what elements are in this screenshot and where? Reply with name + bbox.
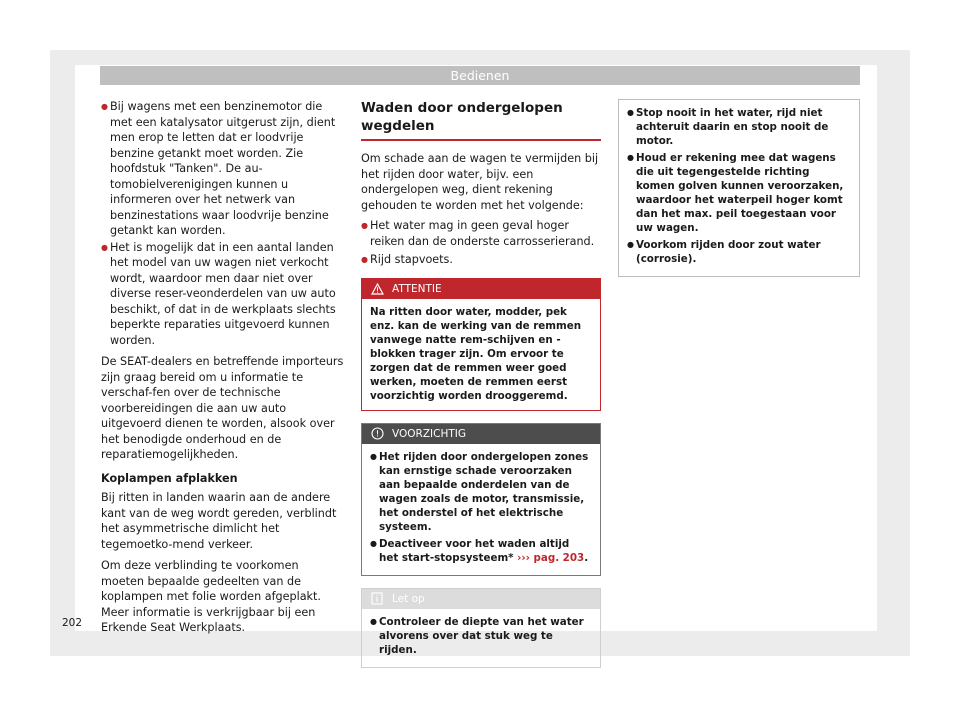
warning-label: ATTENTIE: [392, 282, 442, 295]
subheading-koplampen: Koplampen afplakken: [101, 471, 238, 485]
list-item: ● Voorkom rijden door zout water (corrosie).: [627, 238, 851, 266]
warning-text: Na ritten door water, modder, pek enz. kan de werking van de remmen vanwege natte rem-schijven en -blokken trager zijn. Om ervoor te zorgen dat de remmen weer goed werken, moeten de remmen eerst voorzichtig worden drooggeremd.: [370, 305, 582, 402]
warning-box: [361, 278, 601, 411]
caution-label: VOORZICHTIG: [392, 427, 466, 440]
continued-warning-box: [618, 99, 860, 277]
paragraph-dealers: De SEAT-dealers en betreffende importeurs zijn graag bereid om u informatie te verschaf-fen over de technische voorbereidingen die aan uw auto uitgevoerd dienen te worden, alsook over het benodigde onderhoud en de reparatiemogelijkheden.: [101, 355, 344, 461]
list-item: ● Bij wagens met een benzinemotor die met een katalysator uitgerust zijn, dient men erop te letten dat er loodvrije benzine getankt moet worden. Zie hoofdstuk "Tanken". De au-tomobielverenigingen kunnen u informeren over het netwerk van benzinestations waar loodvrije benzine getankt kan worden.: [101, 99, 344, 239]
caution-box: [361, 423, 601, 576]
exclamation-circle-icon: [370, 427, 384, 441]
column-right: [618, 99, 860, 277]
page-ref-arrows: ›››: [517, 551, 530, 564]
warning-triangle-icon: [370, 282, 384, 296]
section-header-bar: [100, 66, 860, 85]
note-box: [361, 588, 601, 668]
warning-header: [362, 279, 600, 299]
note-item: ● Controleer de diepte van het water alvorens over dat stuk weg te rijden.: [370, 615, 592, 657]
list-item: ● Stop nooit in het water, rijd niet achteruit daarin en stop nooit de motor.: [627, 106, 851, 148]
list-item: ● Rijd stapvoets.: [361, 252, 601, 268]
info-note-icon: [370, 592, 384, 606]
caution-item: [370, 537, 592, 565]
caution-item-text: Deactiveer voor het waden altijd het start-stopsysteem*: [379, 537, 570, 564]
column-left: [101, 99, 344, 636]
paragraph-verblinding: Om deze verblinding te voorkomen moeten bepaalde gedeelten van de koplampen met folie worden afgeplakt. Meer informatie is verkrijgbaar bij een Erkende Seat Werkplaats.: [101, 559, 321, 634]
section-header-title: Bedienen: [450, 68, 510, 83]
page-ref-link[interactable]: pag. 203: [533, 551, 585, 564]
note-header: [362, 589, 600, 609]
caution-item: ● Het rijden door ondergelopen zones kan ernstige schade veroorzaken aan bepaalde onderdelen van de wagen zoals de motor, transmissie, het onderstel of het elektrische systeem.: [370, 450, 592, 534]
list-item: ● Het water mag in geen geval hoger reiken dan de onderste carrosserierand.: [361, 218, 601, 249]
caution-header: [362, 424, 600, 444]
list-item: ● Het is mogelijk dat in een aantal landen het model van uw wagen niet verkocht wordt, waardoor men daar niet over diverse reser-veonderdelen van uw auto beschikt, of dat in de werkplaats slechts beperkte reparaties uitgevoerd kunnen worden.: [101, 240, 344, 349]
section-title: Waden door ondergelopen wegdelen: [361, 99, 601, 141]
intro-paragraph: Om schade aan de wagen te vermijden bij het rijden door water, bijv. een ondergelopen weg, dient rekening gehouden te worden met het volgende:: [361, 152, 599, 212]
column-middle: [361, 99, 601, 668]
caution-item-end: .: [584, 551, 589, 564]
page-number: 202: [62, 617, 83, 629]
note-label: Let op: [392, 592, 425, 605]
list-item: ● Houd er rekening mee dat wagens die uit tegengestelde richting komen golven kunnen veroorzaken, waardoor het waterpeil hoger komt dan het max. peil toegestaan voor uw wagen.: [627, 151, 851, 235]
paragraph-dimlicht: Bij ritten in landen waarin aan de andere kant van de weg wordt gereden, verblindt het asymmetrische dimlicht het tegemoetko-mend verkeer.: [101, 491, 337, 551]
